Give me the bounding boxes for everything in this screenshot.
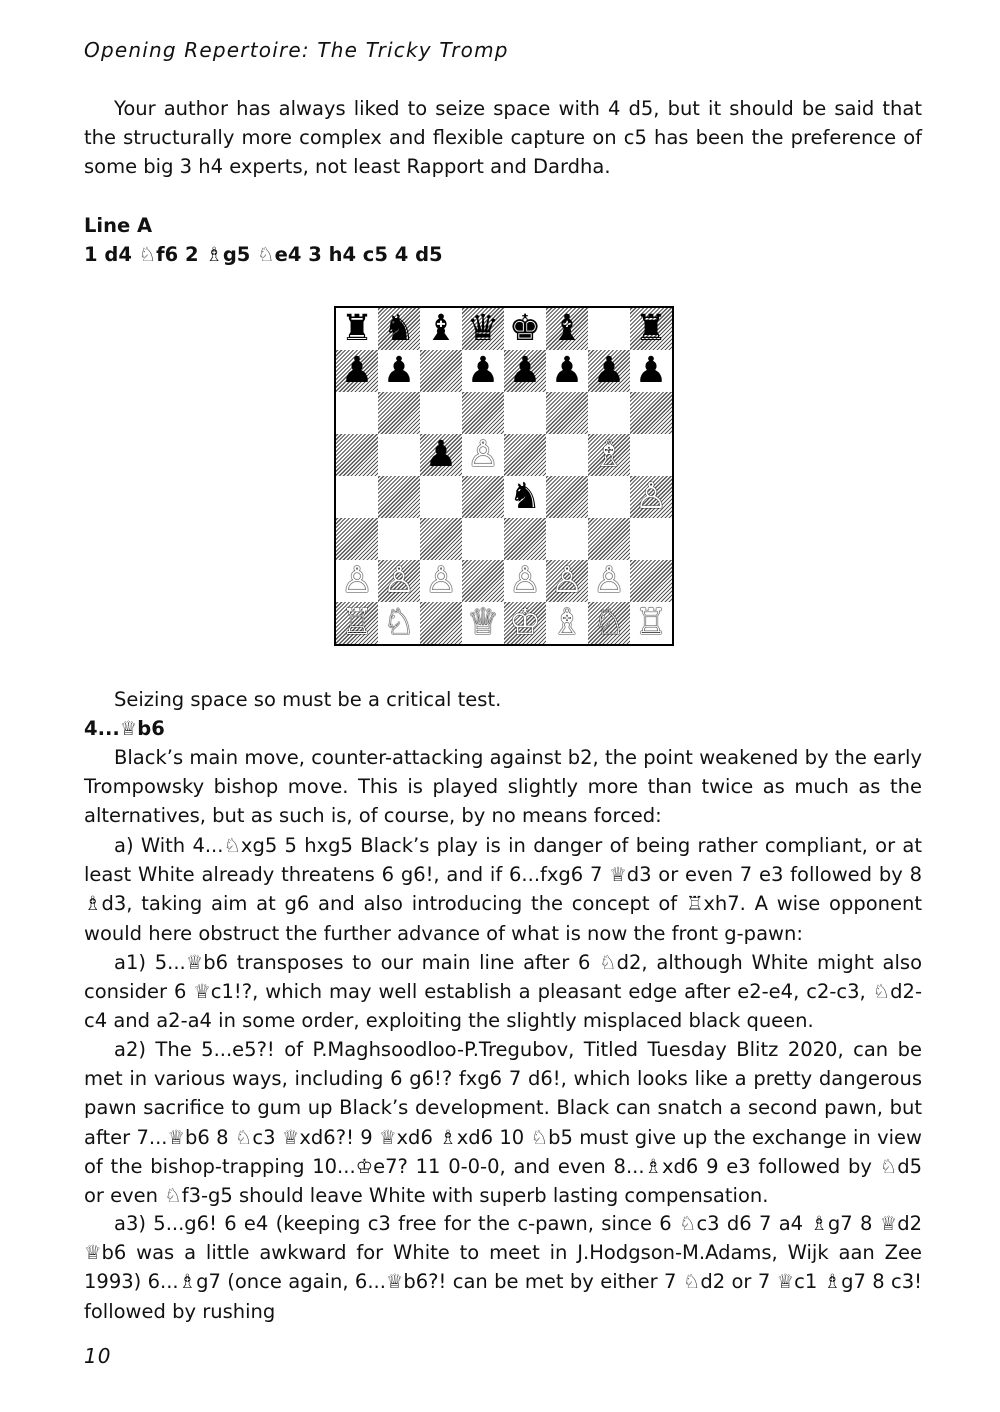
paragraph-a2: a2) The 5...e5?! of P.Maghsoodloo-P.Tregubov, Titled Tuesday Blitz 2020, can be met in various ways, including 6 g6!? fxg6 7 d6!, which looks like a pretty dangerous pawn sacrifice to gum up Black’s development. Black can snatch a second pawn, but after 7...♕b6 8 ♘c3 ♕xd6?! 9 ♕xd6 ♗xd6 10 ♘b5 must give up the exchange in view of the bishop-trapping 10...♔e7? 11 0-0-0, and even 8...♗xd6 9 e3 followed by ♘d5 or even ♘f3-g5 should leave White with superb lasting compensation. — [84, 1038, 922, 1208]
move-heading: 4...♕b6 — [84, 717, 165, 740]
white-piece-icon: ♗ — [592, 434, 626, 475]
white-piece-icon: ♗ — [550, 602, 584, 643]
square-d5 — [462, 434, 504, 476]
black-piece-icon: ♚ — [508, 308, 542, 349]
chess-diagram — [334, 306, 674, 646]
square-h2 — [630, 560, 672, 602]
chess-board — [334, 306, 674, 646]
square-c7 — [420, 350, 462, 392]
square-d7 — [462, 350, 504, 392]
black-piece-icon: ♛ — [466, 308, 500, 349]
paragraph-a: a) With 4...♘xg5 5 hxg5 Black’s play is in danger of being rather compliant, or at least White already threatens 6 g6!, and if 6...fxg6 7 ♕d3 or even 7 e3 followed by 8 ♗d3, taking aim at g6 and also introducing the concept of ♖xh7. A wise opponent would here obstruct the further advance of what is now the front g-pawn: — [84, 834, 922, 945]
square-h7 — [630, 350, 672, 392]
white-piece-icon: ♙ — [340, 560, 374, 601]
square-h6 — [630, 392, 672, 434]
square-g7 — [588, 350, 630, 392]
square-a3 — [336, 518, 378, 560]
white-piece-icon: ♘ — [592, 602, 626, 643]
square-d4 — [462, 476, 504, 518]
square-a1 — [336, 602, 378, 644]
square-f8 — [546, 308, 588, 350]
square-f7 — [546, 350, 588, 392]
square-b4 — [378, 476, 420, 518]
square-e7 — [504, 350, 546, 392]
white-piece-icon: ♘ — [382, 602, 416, 643]
black-piece-icon: ♝ — [424, 308, 458, 349]
square-c8 — [420, 308, 462, 350]
square-h1 — [630, 602, 672, 644]
square-d1 — [462, 602, 504, 644]
black-piece-icon: ♟ — [550, 350, 584, 391]
square-g2 — [588, 560, 630, 602]
paragraph-a3: a3) 5...g6! 6 e4 (keeping c3 free for the c-pawn, since 6 ♘c3 d6 7 a4 ♗g7 8 ♕d2 ♕b6 was a little awkward for White to meet in J.Hodgson-M.Adams, Wijk aan Zee 1993) 6...♗g7 (once again, 6...♕b6?! can be met by either 7 ♘d2 or 7 ♕c1 ♗g7 8 c3! followed by rushing — [84, 1212, 922, 1323]
square-b5 — [378, 434, 420, 476]
square-g5 — [588, 434, 630, 476]
running-title: Opening Repertoire: The Tricky Tromp — [84, 38, 509, 62]
square-c5 — [420, 434, 462, 476]
square-h8 — [630, 308, 672, 350]
square-g6 — [588, 392, 630, 434]
square-g3 — [588, 518, 630, 560]
square-f2 — [546, 560, 588, 602]
square-f3 — [546, 518, 588, 560]
square-f4 — [546, 476, 588, 518]
white-piece-icon: ♕ — [466, 602, 500, 643]
black-piece-icon: ♞ — [508, 476, 542, 517]
white-piece-icon: ♙ — [634, 476, 668, 517]
square-b1 — [378, 602, 420, 644]
white-piece-icon: ♙ — [592, 560, 626, 601]
square-c1 — [420, 602, 462, 644]
intro-paragraph: Your author has always liked to seize space with 4 d5, but it should be said that the structurally more complex and flexible capture on c5 has been the preference of some big 3 h4 experts, not least Rapport and Dardha. — [84, 97, 922, 179]
white-piece-icon: ♙ — [550, 560, 584, 601]
white-piece-icon: ♖ — [340, 602, 374, 643]
square-g8 — [588, 308, 630, 350]
square-b8 — [378, 308, 420, 350]
square-b6 — [378, 392, 420, 434]
black-piece-icon: ♟ — [424, 434, 458, 475]
after-board-text: Seizing space so must be a critical test. — [114, 688, 502, 711]
square-a6 — [336, 392, 378, 434]
square-a7 — [336, 350, 378, 392]
square-f1 — [546, 602, 588, 644]
page-number: 10 — [84, 1344, 112, 1368]
square-h3 — [630, 518, 672, 560]
black-piece-icon: ♜ — [340, 308, 374, 349]
black-piece-icon: ♝ — [550, 308, 584, 349]
square-e6 — [504, 392, 546, 434]
square-e3 — [504, 518, 546, 560]
black-piece-icon: ♟ — [466, 350, 500, 391]
square-h4 — [630, 476, 672, 518]
black-piece-icon: ♟ — [592, 350, 626, 391]
square-e5 — [504, 434, 546, 476]
square-a2 — [336, 560, 378, 602]
square-a8 — [336, 308, 378, 350]
square-e4 — [504, 476, 546, 518]
black-piece-icon: ♟ — [382, 350, 416, 391]
square-c4 — [420, 476, 462, 518]
white-piece-icon: ♖ — [634, 602, 668, 643]
square-d2 — [462, 560, 504, 602]
paragraph-a1: a1) 5...♕b6 transposes to our main line after 6 ♘d2, although White might also consider 6 ♕c1!?, which may well establish a pleasant edge after e2-e4, c2-c3, ♘d2-c4 and a2-a4 in some order, exploiting the slightly misplaced black queen. — [84, 951, 922, 1033]
square-e8 — [504, 308, 546, 350]
black-piece-icon: ♞ — [382, 308, 416, 349]
square-f6 — [546, 392, 588, 434]
square-d3 — [462, 518, 504, 560]
square-a5 — [336, 434, 378, 476]
square-g4 — [588, 476, 630, 518]
square-e1 — [504, 602, 546, 644]
square-a4 — [336, 476, 378, 518]
black-piece-icon: ♟ — [508, 350, 542, 391]
black-piece-icon: ♜ — [634, 308, 668, 349]
white-piece-icon: ♙ — [382, 560, 416, 601]
square-e2 — [504, 560, 546, 602]
white-piece-icon: ♙ — [466, 434, 500, 475]
line-title: Line A — [84, 214, 153, 237]
square-d6 — [462, 392, 504, 434]
square-b7 — [378, 350, 420, 392]
square-d8 — [462, 308, 504, 350]
square-c2 — [420, 560, 462, 602]
square-c6 — [420, 392, 462, 434]
white-piece-icon: ♔ — [508, 602, 542, 643]
paragraph-main-move: Black’s main move, counter-attacking against b2, the point weakened by the early Trompowsky bishop move. This is played slightly more than twice as much as the alternatives, but as such is, of course, by no means forced: — [84, 746, 922, 828]
square-b2 — [378, 560, 420, 602]
white-piece-icon: ♙ — [508, 560, 542, 601]
black-piece-icon: ♟ — [340, 350, 374, 391]
square-h5 — [630, 434, 672, 476]
square-g1 — [588, 602, 630, 644]
square-c3 — [420, 518, 462, 560]
line-moves: 1 d4 ♘f6 2 ♗g5 ♘e4 3 h4 c5 4 d5 — [84, 243, 443, 266]
square-f5 — [546, 434, 588, 476]
square-b3 — [378, 518, 420, 560]
black-piece-icon: ♟ — [634, 350, 668, 391]
white-piece-icon: ♙ — [424, 560, 458, 601]
